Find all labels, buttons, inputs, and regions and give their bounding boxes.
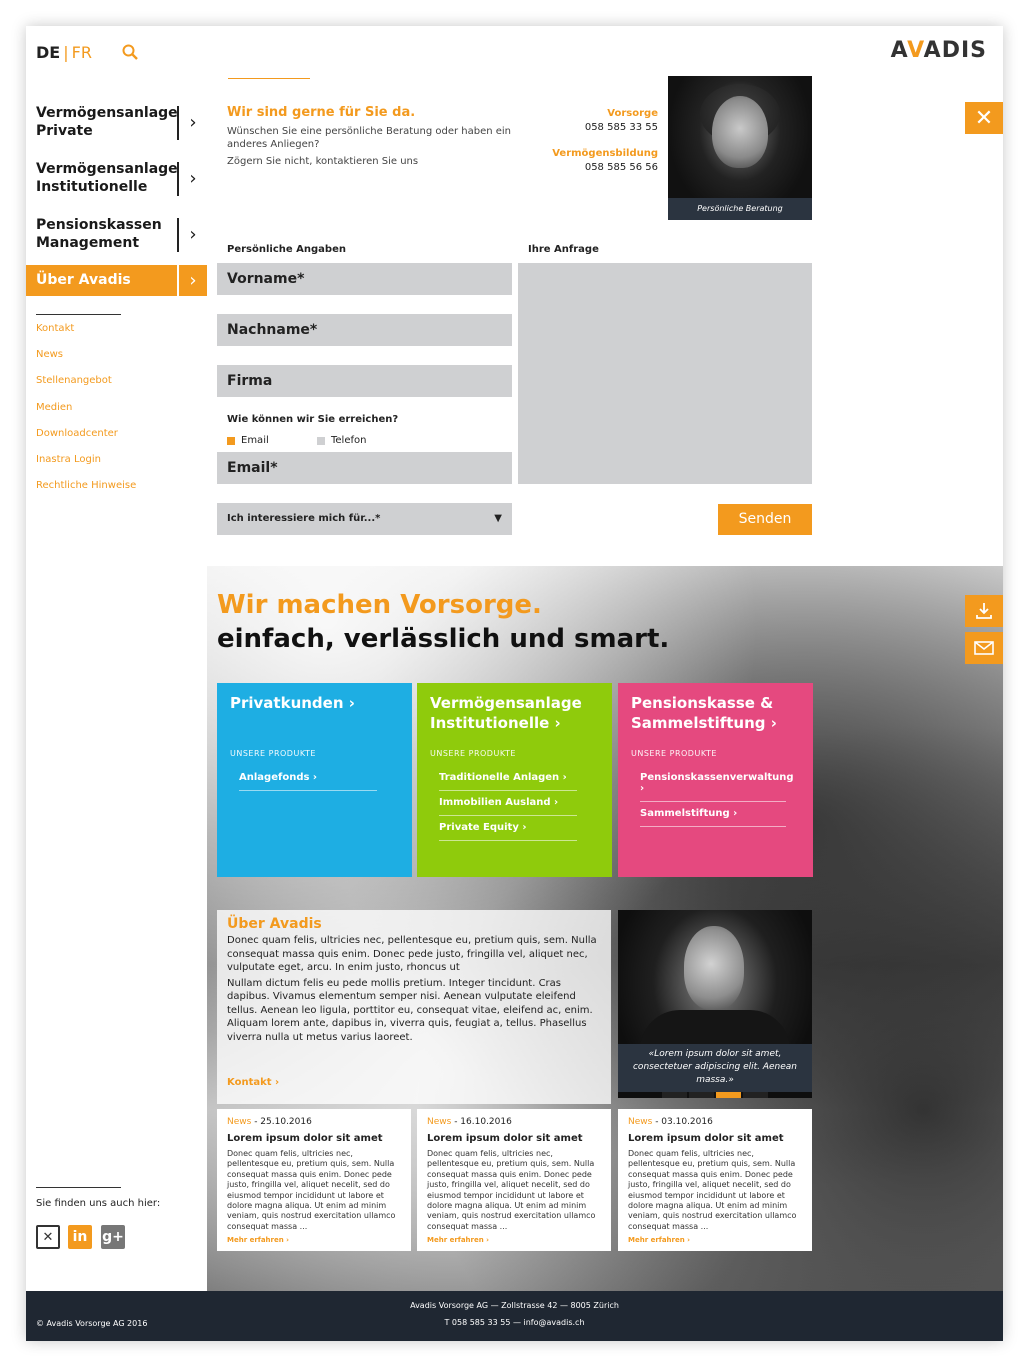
- nav-item-institutionelle[interactable]: [26, 160, 207, 198]
- contact-text: [227, 125, 517, 168]
- side-link-medien[interactable]: Medien: [36, 401, 73, 413]
- chevron-right-icon: ›: [177, 162, 207, 196]
- about-paragraph: Donec quam felis, ultricies nec, pellentesque eu, pretium quis, sem. Nulla consequat massa quis enim. Donec pede justo, fringilla vel, aliquet nec, vulputate eget, arcu. In enim justo, rhoncus ut: [227, 935, 597, 973]
- close-icon[interactable]: ✕: [965, 102, 1003, 134]
- logo-part: A: [890, 38, 908, 63]
- slider-dot[interactable]: [689, 1092, 714, 1098]
- download-icon[interactable]: [965, 595, 1003, 627]
- product-link[interactable]: Traditionelle Anlagen ›: [439, 766, 577, 791]
- news-text: Donec quam felis, ultricies nec, pellentesque eu, pretium quis, sem. Nulla consequat massa quis enim. Donec pede justo, fringilla vel, aliquet necelit, sed do eiusmod tempor incididunt ut labore et dolore magna aliqua. Ut enim ad minim veniam, quis nostrud exercitation ullamco consequat massa ...: [427, 1149, 596, 1231]
- news-title[interactable]: Lorem ipsum dolor sit amet: [427, 1133, 583, 1144]
- news-more-link[interactable]: Mehr erfahren ›: [628, 1236, 691, 1245]
- tile-title[interactable]: Pensionskasse & Sammelstiftung ›: [631, 694, 777, 732]
- tile-title[interactable]: Vermögensanlage Institutionelle ›: [430, 694, 582, 732]
- lang-fr[interactable]: FR: [71, 43, 92, 62]
- interest-select-value: Ich interessiere mich für...*: [227, 513, 381, 524]
- tile-institutionelle[interactable]: [417, 683, 612, 877]
- side-link-news[interactable]: News: [36, 349, 64, 361]
- xing-icon[interactable]: ✕: [36, 1225, 60, 1249]
- lastname-field[interactable]: Nachname*: [217, 314, 512, 346]
- news-meta: [227, 1117, 401, 1127]
- slider-dot-active[interactable]: [716, 1092, 741, 1098]
- option-email-label: Email: [241, 435, 269, 446]
- chevron-right-icon: ›: [177, 265, 207, 296]
- nav-item-pensionskassen[interactable]: [26, 216, 207, 254]
- reach-label: Wie können wir Sie erreichen?: [227, 414, 399, 425]
- mail-icon[interactable]: [965, 632, 1003, 664]
- divider: [36, 1187, 121, 1188]
- search-icon[interactable]: [122, 44, 138, 60]
- about-title: Über Avadis: [227, 916, 322, 932]
- news-date: - 03.10.2016: [652, 1117, 713, 1127]
- nav-item-ueber-avadis[interactable]: [26, 265, 207, 296]
- tile-product-list: [239, 766, 377, 791]
- news-meta: [427, 1117, 601, 1127]
- phone-number-vorsorge[interactable]: 058 585 33 55: [584, 122, 658, 133]
- news-date: - 25.10.2016: [251, 1117, 312, 1127]
- news-title[interactable]: Lorem ipsum dolor sit amet: [628, 1133, 784, 1144]
- phone-label-vorsorge: Vorsorge: [607, 108, 658, 119]
- send-button[interactable]: Senden: [718, 504, 812, 535]
- avadis-logo[interactable]: [891, 38, 987, 63]
- tile-privatkunden[interactable]: [217, 683, 412, 877]
- phone-label-vermoegensbildung: Vermögensbildung: [552, 148, 658, 159]
- about-contact-link[interactable]: Kontakt ›: [227, 1077, 280, 1088]
- chevron-right-icon: ›: [177, 106, 207, 140]
- footer-address: Avadis Vorsorge AG — Zollstrasse 42 — 8005 Zürich: [410, 1301, 619, 1310]
- option-phone[interactable]: [317, 435, 366, 446]
- news-tag: News: [628, 1117, 653, 1127]
- lang-separator: |: [63, 43, 69, 62]
- tile-title[interactable]: Privatkunden ›: [230, 694, 355, 712]
- side-link-downloadcenter[interactable]: Downloadcenter: [36, 427, 118, 439]
- tile-products-label: UNSERE PRODUKTE: [631, 749, 717, 758]
- news-meta: [628, 1117, 802, 1127]
- portrait-face: [712, 96, 768, 168]
- request-label: Ihre Anfrage: [528, 244, 599, 255]
- request-textarea[interactable]: [518, 263, 812, 484]
- nav-label: Pensionskassen Management: [36, 217, 162, 251]
- news-tag: News: [227, 1117, 252, 1127]
- testimonial-portrait: [618, 910, 812, 1098]
- news-card[interactable]: [618, 1109, 812, 1251]
- social-label: Sie finden uns auch hier:: [36, 1198, 161, 1209]
- contact-title: Wir sind gerne für Sie da.: [227, 105, 416, 120]
- hero-section: [207, 566, 1003, 1291]
- nav-item-private[interactable]: [26, 104, 207, 142]
- lang-de[interactable]: DE: [36, 43, 61, 62]
- nav-label: Vermögensanlage Private: [36, 105, 178, 139]
- news-title[interactable]: Lorem ipsum dolor sit amet: [227, 1133, 383, 1144]
- product-link[interactable]: Immobilien Ausland ›: [439, 791, 577, 816]
- logo-part: ADIS: [923, 38, 987, 63]
- company-field[interactable]: Firma: [217, 365, 512, 397]
- advisor-portrait: [668, 76, 812, 220]
- side-link-inastra-login[interactable]: Inastra Login: [36, 453, 101, 465]
- page-frame: [26, 26, 1003, 1341]
- chevron-right-icon: ›: [177, 218, 207, 252]
- news-more-link[interactable]: Mehr erfahren ›: [227, 1236, 290, 1245]
- hero-title: Wir machen Vorsorge.: [217, 590, 542, 620]
- news-card[interactable]: [217, 1109, 411, 1251]
- slider-dot[interactable]: [662, 1092, 687, 1098]
- product-link[interactable]: Pensionskassenverwaltung ›: [640, 766, 786, 802]
- email-field[interactable]: Email*: [217, 452, 512, 484]
- footer: [26, 1291, 1003, 1341]
- portrait-face: [684, 926, 744, 1010]
- about-paragraph: Nullam dictum felis eu pede mollis pretium. Integer tincidunt. Cras dapibus. Vivamus elementum semper nisi. Aenean vulputate eleifend tellus. Aenean leo ligula, porttitor eu, consequat vitae, eleifend ac, enim. Aliquam lorem ante, dapibus in, viverra quis, feugiat a, tellus. Phasellus viverra nulla ut metus varius laoreet.: [227, 977, 593, 1043]
- option-box-checked: [227, 437, 235, 445]
- footer-contact[interactable]: T 058 585 33 55 — info@avadis.ch: [444, 1318, 585, 1327]
- side-links: [36, 322, 136, 505]
- logo-accent: V: [907, 38, 924, 63]
- product-link[interactable]: Sammelstiftung ›: [640, 802, 786, 827]
- tile-products-label: UNSERE PRODUKTE: [230, 749, 316, 758]
- footer-copyright: © Avadis Vorsorge AG 2016: [36, 1319, 148, 1328]
- googleplus-icon[interactable]: g+: [101, 1225, 125, 1249]
- tile-products-label: UNSERE PRODUKTE: [430, 749, 516, 758]
- nav-label: Über Avadis: [36, 272, 131, 288]
- option-phone-label: Telefon: [331, 435, 367, 446]
- tile-product-list: [640, 766, 794, 827]
- side-link-kontakt[interactable]: Kontakt: [36, 323, 75, 334]
- hero-subtitle: einfach, verlässlich und smart.: [217, 624, 670, 654]
- option-box: [317, 437, 325, 445]
- testimonial-quote: «Lorem ipsum dolor sit amet, consectetuer adipiscing elit. Aenean massa.»: [618, 1044, 812, 1092]
- side-link-rechtliche-hinweise[interactable]: Rechtliche Hinweise: [36, 480, 137, 492]
- news-tag: News: [427, 1117, 452, 1127]
- chevron-down-icon: ▼: [494, 513, 502, 524]
- news-text: Donec quam felis, ultricies nec, pellentesque eu, pretium quis, sem. Nulla consequat massa quis enim. Donec pede justo, fringilla vel, aliquet necelit, sed do eiusmod tempor incididunt ut labore et dolore magna aliqua. Ut enim ad minim veniam, quis nostrud exercitation ullamco consequat massa ...: [227, 1149, 396, 1231]
- news-more-link[interactable]: Mehr erfahren ›: [427, 1236, 490, 1245]
- linkedin-icon[interactable]: in: [68, 1225, 92, 1249]
- news-card[interactable]: [417, 1109, 611, 1251]
- news-date: - 16.10.2016: [451, 1117, 512, 1127]
- interest-select[interactable]: [217, 503, 512, 535]
- news-text: Donec quam felis, ultricies nec, pellentesque eu, pretium quis, sem. Nulla consequat massa quis enim. Donec pede justo, fringilla vel, aliquet necelit, sed do eiusmod tempor incididunt ut labore et dolore magna aliqua. Ut enim ad minim veniam, quis nostrud exercitation ullamco consequat massa ...: [628, 1149, 797, 1231]
- phone-number-vermoegensbildung[interactable]: 058 585 56 56: [584, 162, 658, 173]
- portrait-caption: Persönliche Beratung: [668, 198, 812, 220]
- side-link-stellenangebot[interactable]: Stellenangebot: [36, 375, 112, 387]
- sidebar: [26, 26, 207, 1291]
- option-email[interactable]: [227, 435, 269, 446]
- slider-dots: [662, 1092, 768, 1098]
- tile-pensionskasse[interactable]: [618, 683, 813, 877]
- personal-data-label: Persönliche Angaben: [227, 244, 346, 255]
- contact-text-line: Wünschen Sie eine persönliche Beratung oder haben ein anderes Anliegen?: [227, 126, 512, 150]
- contact-text-line: Zögern Sie nicht, kontaktieren Sie uns: [227, 156, 419, 167]
- product-link[interactable]: Private Equity ›: [439, 816, 577, 841]
- product-link[interactable]: Anlagefonds ›: [239, 766, 377, 791]
- divider: [36, 314, 121, 315]
- language-switch: [36, 43, 92, 62]
- about-box: [217, 910, 611, 1104]
- divider: [228, 78, 310, 79]
- nav-label: Vermögensanlage Institutionelle: [36, 161, 178, 195]
- slider-dot[interactable]: [743, 1092, 768, 1098]
- firstname-field[interactable]: Vorname*: [217, 263, 512, 295]
- tile-product-list: [439, 766, 577, 841]
